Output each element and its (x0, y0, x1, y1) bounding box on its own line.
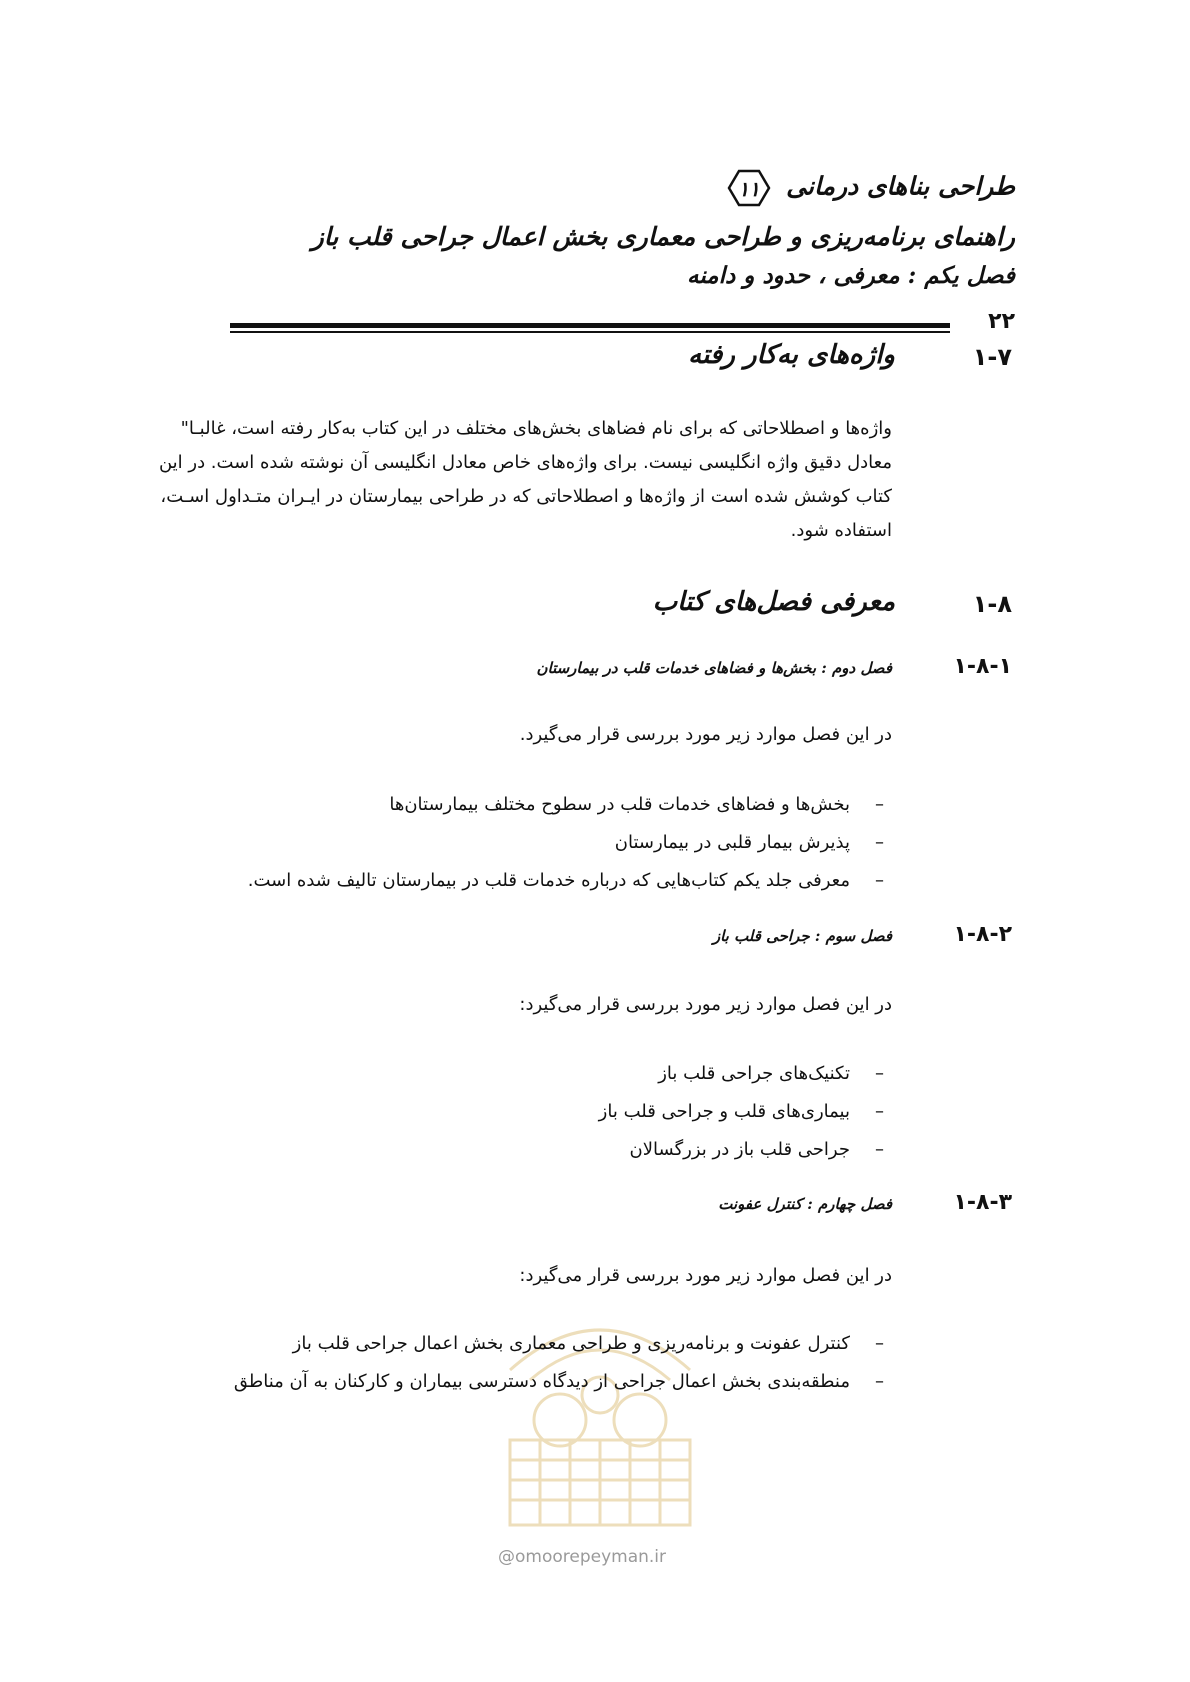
list-item-text: منطقه‌بندی بخش اعمال جراحی از دیدگاه دسترسی بیماران و کارکنان به آن مناطق (233, 1371, 850, 1392)
subsection-title: فصل دوم : بخش‌ها و فضاهای خدمات قلب در بیمارستان (536, 659, 892, 677)
list-item (248, 824, 884, 862)
section-number: ۱-۸ (972, 590, 1012, 618)
bullet-list (598, 1055, 884, 1169)
section-title: معرفی فصل‌های کتاب (652, 587, 895, 617)
list-item (599, 1055, 884, 1093)
list-item (248, 786, 884, 824)
list-item (233, 1363, 884, 1401)
series-number: ۱۱ (738, 177, 761, 201)
paragraph-line: واژه‌ها و اصطلاحاتی که برای نام فضاهای بخش‌های مختلف در این کتاب به‌کار رفته است، غالبـا" (180, 418, 892, 439)
chapter-title: فصل یکم : معرفی ، حدود و دامنه (687, 262, 1015, 289)
series-title-line (721, 168, 1015, 208)
header-rule-thin (230, 331, 950, 333)
subsection-title: فصل چهارم : کنترل عفونت (718, 1195, 892, 1213)
list-dash: – (875, 1333, 884, 1354)
list-dash: – (875, 1139, 884, 1160)
bullet-list (233, 1325, 884, 1401)
list-item-text: بیماری‌های قلب و جراحی قلب باز (598, 1101, 850, 1122)
list-dash: – (875, 1371, 884, 1392)
list-item-text: کنترل عفونت و برنامه‌ریزی و طراحی معماری بخش اعمال جراحی قلب باز (292, 1333, 850, 1354)
list-item-text: تکنیک‌های جراحی قلب باز (658, 1063, 850, 1084)
list-dash: – (875, 870, 884, 891)
list-dash: – (875, 1063, 884, 1084)
book-title: راهنمای برنامه‌ریزی و طراحی معماری بخش اعمال جراحی قلب باز (311, 222, 1015, 251)
subsection-number: ۱-۸-۲ (953, 922, 1012, 947)
list-item (247, 862, 884, 900)
list-item (234, 1325, 884, 1363)
list-item-text: بخش‌ها و فضاهای خدمات قلب در سطوح مختلف بیمارستان‌ها (389, 794, 850, 815)
subsection-title: فصل سوم : جراحی قلب باز (712, 927, 892, 945)
section-number: ۱-۷ (972, 343, 1012, 371)
list-item-text: پذیرش بیمار قلبی در بیمارستان (614, 832, 850, 853)
series-number-badge (725, 168, 773, 208)
subsection-intro: در این فصل موارد زیر مورد بررسی قرار می‌گیرد: (519, 994, 892, 1015)
paragraph-line: استفاده شود. (790, 520, 892, 541)
paragraph (158, 412, 892, 548)
page-number: ۲۲ (988, 309, 1015, 334)
paragraph-line: معادل دقیق واژه انگلیسی نیست. برای واژه‌های خاص معادل انگلیسی آن نوشته شده است. در این (158, 452, 892, 473)
list-item (599, 1131, 884, 1169)
paragraph-line: کتاب کوشش شده است از واژه‌ها و اصطلاحاتی که در طراحی بیمارستان در ایـران متـداول اسـت، (160, 486, 892, 507)
subsection-intro: در این فصل موارد زیر مورد بررسی قرار می‌گیرد. (519, 724, 892, 745)
series-title: طراحی بناهای درمانی (786, 171, 1015, 201)
list-dash: – (875, 1101, 884, 1122)
list-item (598, 1093, 884, 1131)
header-rule-thick (230, 323, 950, 328)
bullet-list (247, 786, 884, 900)
list-item-text: معرفی جلد یکم کتاب‌هایی که درباره خدمات قلب در بیمارستان تالیف شده است. (247, 870, 850, 891)
section-title: واژه‌های به‌کار رفته (688, 340, 895, 370)
list-dash: – (875, 832, 884, 853)
list-item-text: جراحی قلب باز در بزرگسالان (629, 1139, 850, 1160)
watermark-website: @omoorepeyman.ir (498, 1547, 667, 1567)
list-dash: – (875, 794, 884, 815)
subsection-number: ۱-۸-۱ (953, 654, 1012, 679)
subsection-intro: در این فصل موارد زیر مورد بررسی قرار می‌گیرد: (519, 1265, 892, 1286)
subsection-number: ۱-۸-۳ (953, 1190, 1012, 1215)
